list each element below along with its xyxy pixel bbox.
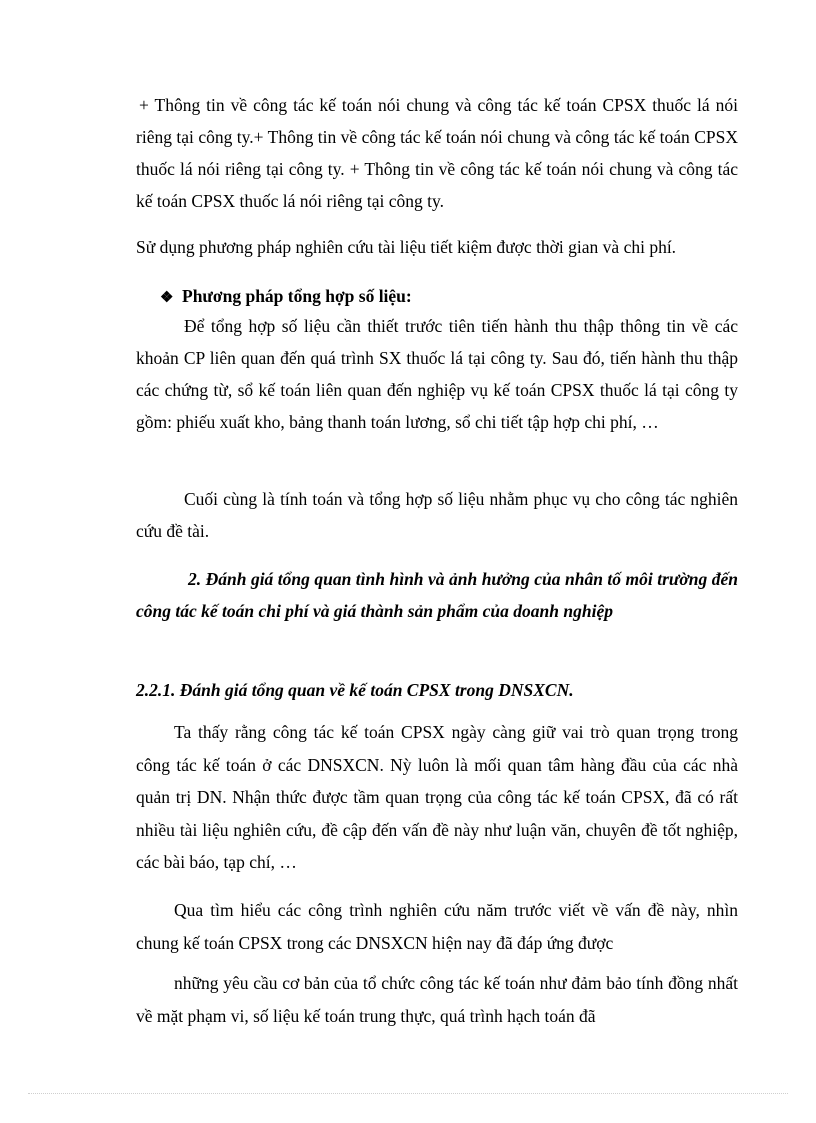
- synthesis-heading-text: Phương pháp tổng hợp số liệu:: [182, 286, 412, 306]
- section-2-2-1-heading: 2.2.1. Đánh giá tổng quan về kế toán CPSX trong DNSXCN.: [136, 680, 574, 700]
- section-2-heading: 2. Đánh giá tổng quan tình hình và ảnh hưởng của nhân tố môi trường đến công tác kế toán chi phí và giá thành sản phẩm của doanh nghiệp: [136, 569, 738, 621]
- review-paragraph: Qua tìm hiểu các công trình nghiên cứu năm trước viết về vấn đề này, nhìn chung kế toán CPSX trong các DNSXCN hiện nay đã đáp ứng được: [136, 900, 738, 953]
- method-use-paragraph: Sử dụng phương pháp nghiên cứu tài liệu tiết kiệm được thời gian và chi phí.: [136, 237, 677, 257]
- synthesis-paragraph: Để tổng hợp số liệu cần thiết trước tiên tiến hành thu thập thông tin về các khoản CP liên quan đến quá trình SX thuốc lá tại công ty. Sau đó, tiến hành thu thập các chứng từ, sổ kế toán liên quan đến nghiệp vụ kế toán CPSX thuốc lá tại công ty gồm: phiếu xuất kho, bảng thanh toán lương, sổ chi tiết tập hợp chi phí, …: [136, 316, 738, 432]
- final-paragraph: Cuối cùng là tính toán và tổng hợp số liệu nhằm phục vụ cho công tác nghiên cứu đề tài.: [136, 489, 738, 541]
- page-bottom-divider: [28, 1093, 788, 1094]
- info-paragraph: + Thông tin về công tác kế toán nói chung và công tác kế toán CPSX thuốc lá nói riêng tại công ty.+ Thông tin về công tác kế toán nói chung và công tác kế toán CPSX thuốc lá nói riêng tại công ty. + Thông tin về công tác kế toán nói chung và công tác kế toán CPSX thuốc lá nói riêng tại công ty.: [136, 95, 738, 211]
- role-paragraph: Ta thấy rằng công tác kế toán CPSX ngày càng giữ vai trò quan trọng trong công tác kế toán ở các DNSXCN. Nỳ luôn là mối quan tâm hàng đầu của các nhà quản trị DN. Nhận thức được tầm quan trọng của công tác kế toán CPSX, đã có rất nhiều tài liệu nghiên cứu, đề cập đến vấn đề này như luận văn, chuyên đề tốt nghiệp, các bài báo, tạp chí, …: [136, 722, 738, 872]
- requirements-paragraph: những yêu cầu cơ bản của tổ chức công tác kế toán như đảm bảo tính đồng nhất về mặt phạm vi, số liệu kế toán trung thực, quá trình hạch toán đã: [136, 973, 738, 1026]
- synthesis-method-heading: [160, 280, 412, 314]
- diamond-bullet-icon: ❖: [160, 290, 174, 306]
